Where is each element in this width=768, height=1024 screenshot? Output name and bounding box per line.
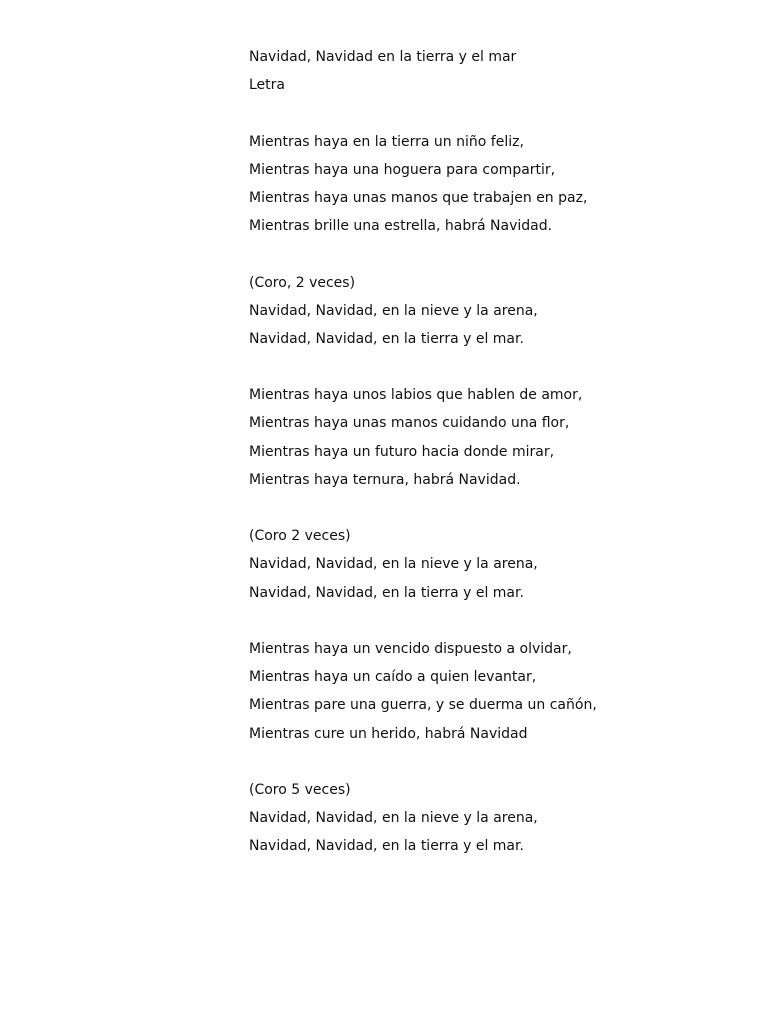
stanza-3 [249,381,749,494]
lyric-line: Navidad, Navidad, en la nieve y la arena, [249,556,538,573]
lyric-line: Mientras haya una hoguera para compartir, [249,161,556,178]
stanza-spacer [249,353,749,381]
lyric-line: Mientras cure un herido, habrá Navidad [249,725,528,742]
stanza-1 [249,128,749,241]
stanza-spacer [249,748,749,776]
lyric-line: Navidad, Navidad, en la tierra y el mar. [249,330,524,347]
lyric-line: Navidad, Navidad, en la tierra y el mar. [249,584,524,601]
lyric-line: Navidad, Navidad, en la tierra y el mar. [249,838,524,855]
lyric-line: Mientras haya un vencido dispuesto a olvidar, [249,640,572,657]
stanza-5 [249,635,749,748]
chorus-marker: (Coro, 2 veces) [249,274,356,291]
stanza-spacer [249,607,749,635]
document-title: Navidad, Navidad en la tierra y el mar [249,49,517,65]
stanza-4-chorus [249,522,749,607]
lyric-line: Mientras haya un futuro hacia donde mirar, [249,443,555,460]
stanza-spacer [249,240,749,268]
lyric-line: Navidad, Navidad, en la nieve y la arena, [249,810,538,827]
lyric-line: Mientras haya unas manos cuidando una flor, [249,415,570,432]
lyric-line: Mientras haya unos labios que hablen de amor, [249,387,583,404]
document-subtitle: Letra [249,77,285,94]
stanza-2-chorus [249,269,749,354]
lyrics-document [249,43,749,860]
lyric-line: Mientras haya unas manos que trabajen en paz, [249,189,588,206]
stanza-spacer [249,99,749,127]
chorus-marker: (Coro 5 veces) [249,781,351,798]
lyric-line: Mientras brille una estrella, habrá Navidad. [249,218,553,235]
lyric-line: Navidad, Navidad, en la nieve y la arena, [249,302,538,319]
stanza-6-chorus [249,776,749,861]
chorus-marker: (Coro 2 veces) [249,528,351,545]
lyric-line: Mientras haya un caído a quien levantar, [249,669,537,686]
lyric-line: Mientras pare una guerra, y se duerma un cañón, [249,697,597,714]
stanza-spacer [249,494,749,522]
lyric-line: Mientras haya ternura, habrá Navidad. [249,471,521,488]
lyric-line: Mientras haya en la tierra un niño feliz, [249,133,524,150]
